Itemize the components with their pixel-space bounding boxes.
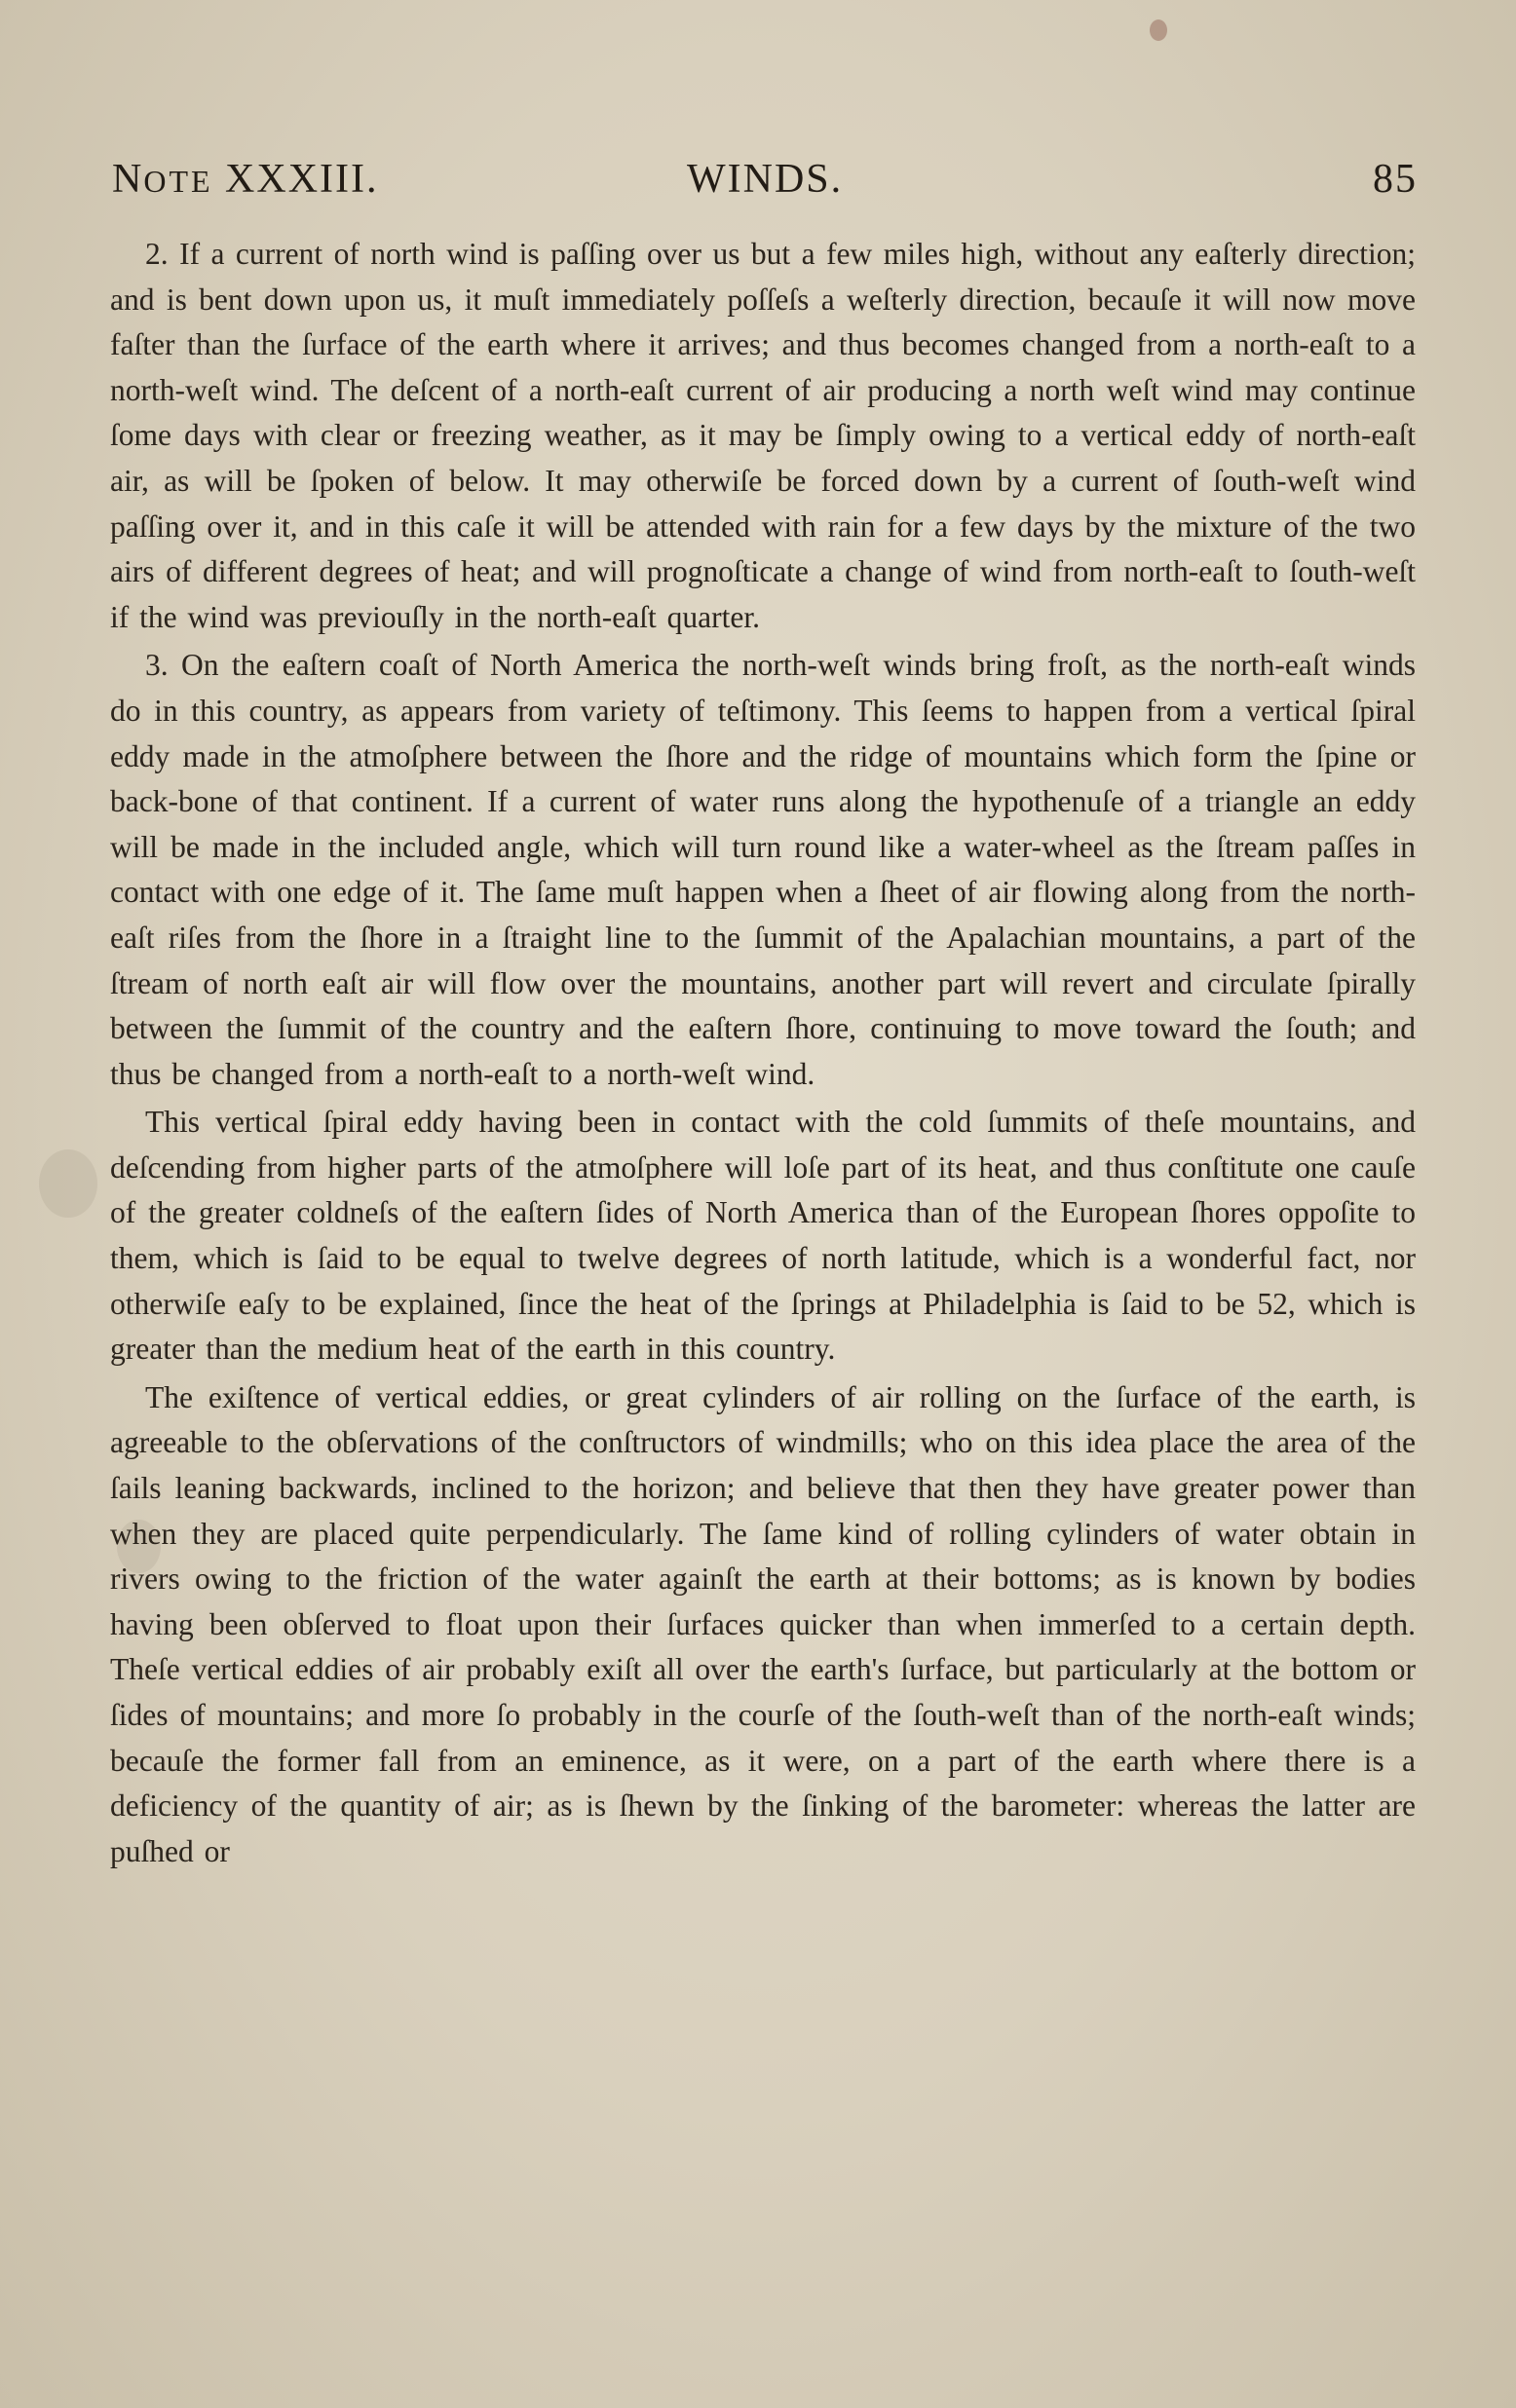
- running-header: [112, 156, 1418, 214]
- paragraph: The exiſtence of vertical eddies, or great cylinders of air rolling on the ſurface of the earth, is agreeable to the obſervations of the conſtructors of windmills; who on this idea place the area of the ſails leaning backwards, inclined to the horizon; and believe that then they have greater power than when they are placed quite perpendicularly. The ſame kind of rolling cylinders of water obtain in rivers owing to the friction of the water againſt the earth at their bottoms; as is known by bodies having been obſerved to float upon their ſurfaces quicker than when immerſed to a certain depth. Theſe vertical eddies of air probably exiſt all over the earth's ſurface, but particularly at the bottom or ſides of mountains; and more ſo probably in the courſe of the ſouth-weſt than of the north-eaſt winds; becauſe the former fall from an eminence, as it were, on a part of the earth where there is a deficiency of the quantity of air; as is ſhewn by the ſinking of the barometer: whereas the latter are puſhed or: [110, 1379, 1416, 1868]
- note-label: NOTE XXXIII.: [112, 157, 379, 202]
- paragraph: This vertical ſpiral eddy having been in contact with the cold ſummits of theſe mountains, and deſcending from higher parts of the atmoſphere will loſe part of its heat, and thus conſtitute one cauſe of the greater coldneſs of the eaſtern ſides of North America than of the European ſhores oppoſite to them, which is ſaid to be equal to twelve degrees of north latitude, which is a wonderful fact, nor otherwiſe eaſy to be explained, ſince the heat of the ſprings at Philadelphia is ſaid to be 52, which is greater than the medium heat of the earth in this country.: [110, 1105, 1416, 1367]
- paper-stain: [1150, 19, 1167, 41]
- paragraph: 2. If a current of north wind is paſſing over us but a few miles high, without any eaſterly direction; and is bent down upon us, it muſt immediately poſſeſs a weſterly direction, becauſe it will now move faſter than the ſurface of the earth where it arrives; and thus becomes changed from a north-eaſt to a north-weſt wind. The deſcent of a north-eaſt current of air producing a north weſt wind may continue ſome days with clear or freezing weather, as it may be ſimply owing to a vertical eddy of north-eaſt air, as will be ſpoken of below. It may otherwiſe be forced down by a current of ſouth-weſt wind paſſing over it, and in this caſe it will be attended with rain for a few days by the mixture of the two airs of different degrees of heat; and will prognoſticate a change of wind from north-eaſt to ſouth-weſt if the wind was previouſly in the north-eaſt quarter.: [110, 237, 1416, 634]
- page-title: WINDS.: [687, 157, 844, 202]
- body-text: [110, 232, 1416, 1877]
- paper-stain: [39, 1149, 97, 1218]
- paragraph: 3. On the eaſtern coaſt of North America the north-weſt winds bring froſt, as the north-eaſt winds do in this country, as appears from variety of teſtimony. This ſeems to happen from a vertical ſpiral eddy made in the atmoſphere between the ſhore and the ridge of mountains which form the ſpine or back-bone of that continent. If a current of water runs along the hypothenuſe of a triangle an eddy will be made in the included angle, which will turn round like a water-wheel as the ſtream paſſes in contact with one edge of it. The ſame muſt happen when a ſheet of air flowing along from the north-eaſt riſes from the ſhore in a ſtraight line to the ſummit of the Apalachian mountains, a part of the ſtream of north eaſt air will flow over the mountains, another part will revert and circulate ſpirally between the ſummit of the country and the eaſtern ſhore, continuing to move toward the ſouth; and thus be changed from a north-eaſt to a north-weſt wind.: [110, 648, 1416, 1091]
- page-number: 85: [1373, 157, 1418, 202]
